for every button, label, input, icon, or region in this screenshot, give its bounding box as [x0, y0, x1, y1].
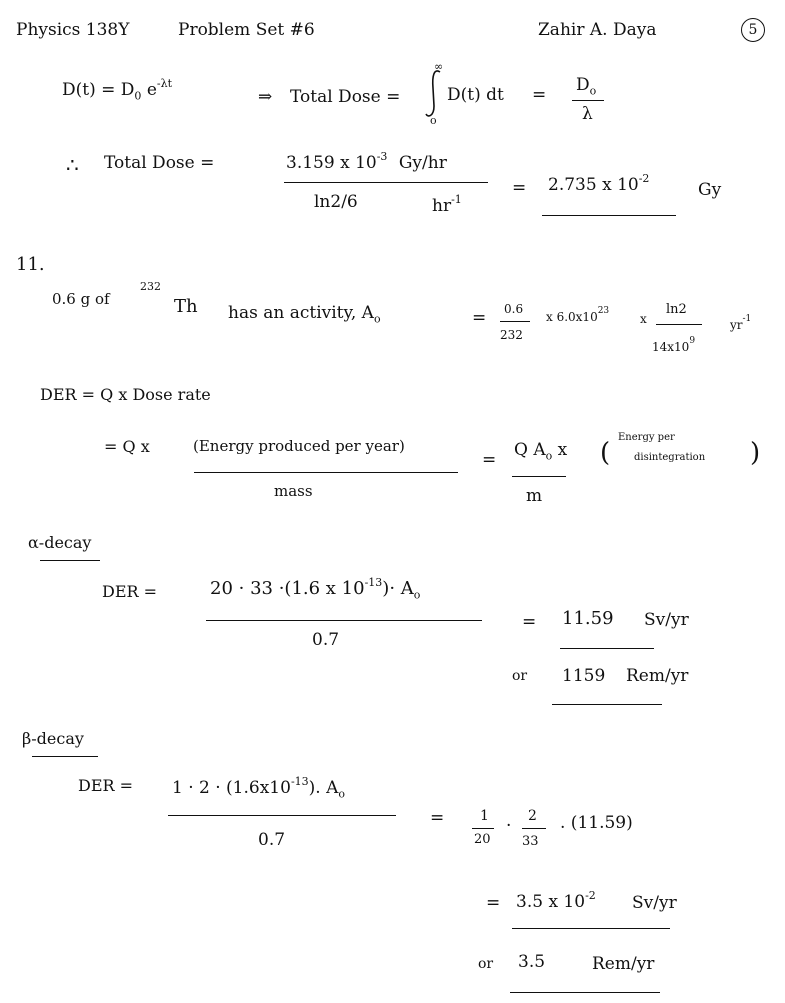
- result-underline: [512, 928, 670, 929]
- or-label: or: [478, 956, 494, 972]
- equals-sign: =: [532, 85, 547, 105]
- beta-result-value: 3.5 x 10: [516, 892, 586, 912]
- yr-exponent: -1: [742, 314, 752, 324]
- result-underline: [560, 648, 654, 649]
- fraction1-numerator: 0.6: [504, 302, 524, 316]
- fraction-line: [168, 815, 396, 816]
- energy-per-label: Energy per: [618, 432, 675, 443]
- result-value: 2.735 x 10: [548, 175, 639, 195]
- close-paren: ): [750, 438, 761, 468]
- therefore-symbol: ∴: [66, 153, 79, 177]
- author-name: Zahir A. Daya: [538, 20, 657, 40]
- numerator-exponent: -3: [376, 150, 388, 163]
- q-a0-numerator: [514, 440, 567, 462]
- problem-number: 11.: [16, 254, 45, 275]
- alpha-result-reference: . (11.59): [560, 813, 633, 833]
- half-life-value: 14x10: [652, 340, 690, 354]
- beta-numerator: [172, 775, 346, 801]
- fraction2-denominator: [652, 336, 696, 354]
- integral-upper-limit: ∞: [434, 60, 444, 73]
- alpha-numerator: [210, 578, 420, 602]
- beta-num-tail: ). A: [308, 778, 339, 798]
- total-dose-numerator: [286, 150, 447, 173]
- fraction-line: [572, 100, 604, 101]
- fraction-line: [194, 472, 458, 473]
- d0-symbol: D: [576, 75, 590, 95]
- qa-sub: o: [545, 449, 553, 463]
- beta-num-value: 1 · 2 · (1.6x10: [172, 778, 291, 798]
- denominator-unit: [432, 193, 462, 216]
- fraction-line: [500, 321, 530, 322]
- equals-sign: =: [472, 308, 487, 328]
- result-unit: Gy: [698, 180, 722, 200]
- beta-num-sub: o: [338, 787, 346, 801]
- beta-result: [516, 889, 596, 912]
- alpha-der-label: DER =: [102, 582, 158, 601]
- multiply-dot: ·: [506, 816, 512, 836]
- energy-per-year-numerator: (Energy produced per year): [193, 437, 405, 455]
- fraction-two-33rds-denominator: 33: [522, 834, 539, 849]
- total-dose-denominator: ln2/6: [314, 192, 358, 212]
- mass-text: 0.6 g of: [52, 290, 110, 308]
- d0-numerator: [576, 75, 596, 97]
- total-dose-line-label: Total Dose =: [104, 153, 215, 173]
- fraction-line: [522, 828, 546, 829]
- alpha-decay-heading: α-decay: [28, 533, 92, 552]
- isotope-symbol: Th: [174, 296, 198, 317]
- alpha-result: 11.59: [562, 608, 614, 629]
- fraction1-denominator: 232: [500, 328, 523, 342]
- avogadro-term: [546, 306, 610, 324]
- m-denominator: m: [526, 486, 543, 506]
- alpha-alt-result: 1159: [562, 666, 606, 686]
- d0-subscript: 0: [134, 89, 142, 103]
- exp-power: -λt: [156, 77, 172, 90]
- numerator-value: 3.159 x 10: [286, 153, 377, 173]
- equals-sign: =: [482, 450, 497, 470]
- half-life-exponent: 9: [689, 336, 696, 346]
- beta-alt-result: 3.5: [518, 952, 546, 972]
- heading-underline: [40, 560, 100, 561]
- or-label: or: [512, 668, 528, 684]
- fraction-line: [656, 324, 702, 325]
- dose-rate-lhs: D(t) = D: [62, 80, 135, 100]
- hr-unit: hr: [432, 196, 452, 216]
- times-sign: x: [557, 440, 568, 460]
- d0-sub: o: [589, 84, 597, 98]
- beta-alt-unit: Rem/yr: [592, 954, 655, 974]
- isotope-mass-number: 232: [140, 280, 161, 293]
- alt-result-underline: [510, 992, 660, 993]
- fraction-line: [512, 476, 566, 477]
- fraction-two-33rds-numerator: 2: [528, 808, 537, 824]
- integral-lower-limit: o: [430, 114, 437, 127]
- open-paren: (: [600, 438, 611, 468]
- integral-sign: [424, 68, 444, 120]
- result-underline: [542, 215, 676, 216]
- course-title: Physics 138Y: [16, 20, 130, 40]
- total-dose-label: Total Dose =: [290, 87, 401, 107]
- alpha-num-exponent: -13: [364, 576, 383, 589]
- lambda-denominator: λ: [582, 104, 593, 124]
- qa-label: Q A: [514, 440, 546, 460]
- numerator-unit: Gy/hr: [398, 153, 447, 173]
- fraction2-numerator: ln2: [666, 302, 687, 317]
- per-year-unit: [730, 314, 752, 332]
- heading-underline: [32, 756, 98, 757]
- activity-label: has an activity, A: [228, 303, 374, 323]
- problem-set-title: Problem Set #6: [178, 20, 315, 40]
- beta-num-exponent: -13: [290, 775, 309, 788]
- activity-text: [228, 303, 381, 325]
- avogadro-exponent: 23: [597, 306, 610, 316]
- beta-result-exponent: -2: [585, 889, 596, 902]
- exp-base: e: [146, 80, 157, 100]
- fraction-one-twentieth-denominator: 20: [474, 832, 491, 847]
- der-q-times: = Q x: [104, 437, 150, 456]
- beta-result-unit: Sv/yr: [632, 893, 677, 913]
- avogadro-value: x 6.0x10: [546, 310, 598, 324]
- beta-decay-heading: β-decay: [22, 729, 84, 748]
- activity-sub: o: [373, 312, 381, 326]
- equals-sign: =: [522, 612, 537, 632]
- hr-exponent: -1: [451, 193, 462, 206]
- disintegration-label: disintegration: [634, 452, 706, 463]
- dose-rate-equation: [62, 77, 172, 103]
- alpha-num-sub: o: [413, 588, 421, 602]
- der-definition: DER = Q x Dose rate: [40, 385, 211, 404]
- fraction-line: [206, 620, 482, 621]
- equals-sign: =: [486, 893, 501, 913]
- alpha-num-tail: )· A: [382, 578, 414, 599]
- integrand: D(t) dt: [447, 85, 504, 105]
- mass-denominator: mass: [274, 482, 313, 500]
- equals-sign: =: [512, 178, 527, 198]
- alpha-alt-unit: Rem/yr: [626, 666, 689, 686]
- yr-unit: yr: [730, 318, 743, 332]
- page-number: 5: [741, 18, 765, 42]
- beta-der-label: DER =: [78, 776, 134, 795]
- fraction-one-twentieth-numerator: 1: [480, 808, 489, 824]
- total-dose-result: [548, 172, 650, 195]
- alpha-denominator: 0.7: [312, 630, 340, 650]
- implies-arrow: ⇒: [258, 87, 273, 107]
- alpha-num-value: 20 · 33 ·(1.6 x 10: [210, 578, 365, 599]
- alt-result-underline: [552, 704, 662, 705]
- beta-denominator: 0.7: [258, 830, 286, 850]
- alpha-result-unit: Sv/yr: [644, 610, 689, 630]
- equals-sign: =: [430, 808, 445, 828]
- fraction-line: [472, 828, 494, 829]
- result-exponent: -2: [638, 172, 650, 185]
- times-sign: x: [640, 312, 647, 326]
- fraction-line: [284, 182, 488, 183]
